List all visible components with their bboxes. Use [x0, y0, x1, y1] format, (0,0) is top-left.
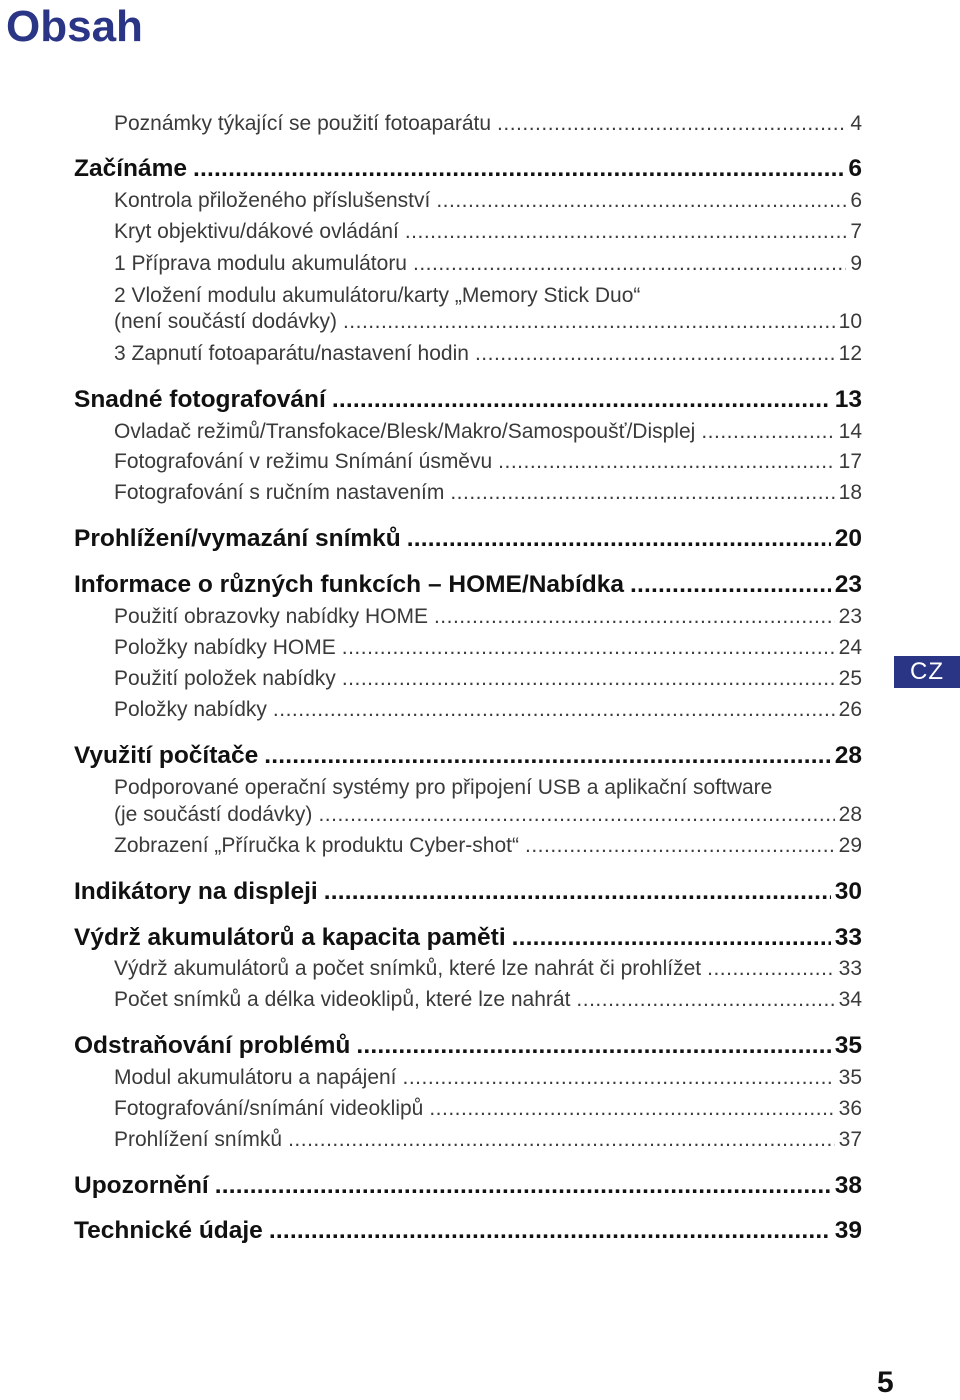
toc-entry[interactable] — [114, 420, 862, 444]
toc-page-number: 6 — [850, 189, 862, 212]
toc-page-number: 33 — [838, 957, 862, 980]
toc-section-entry[interactable] — [74, 386, 862, 414]
toc-page-number: 18 — [838, 481, 862, 504]
toc-page-number: 35 — [834, 1032, 862, 1059]
toc-entry-label: Výdrž akumulátorů a počet snímků, které lze nahrát či prohlížet — [114, 957, 702, 980]
toc-entry-label: Technické údaje — [74, 1217, 263, 1244]
dot-leader — [318, 803, 834, 827]
toc-section-entry[interactable] — [74, 155, 862, 183]
toc-page-number: 23 — [838, 605, 862, 628]
toc-entry-label: Položky nabídky — [114, 698, 267, 721]
toc-entry-label: Indikátory na displeji — [74, 878, 318, 905]
toc-page-number: 39 — [834, 1217, 862, 1244]
toc-entry-label: Fotografování s ručním nastavením — [114, 481, 445, 504]
toc-section-entry[interactable] — [74, 1172, 862, 1200]
dot-leader — [576, 988, 834, 1012]
dot-leader — [288, 1128, 835, 1152]
dot-leader — [324, 878, 831, 906]
toc-entry-label: Upozornění — [74, 1172, 209, 1199]
toc-entry[interactable] — [114, 636, 862, 660]
toc-page-number: 20 — [834, 525, 862, 552]
toc-entry[interactable] — [114, 252, 862, 276]
toc-entry-label: Výdrž akumulátorů a kapacita paměti — [74, 924, 506, 951]
toc-entry[interactable] — [114, 1128, 862, 1152]
toc-entry-label: (není součástí dodávky) — [114, 310, 337, 333]
dot-leader — [413, 252, 846, 276]
toc-entry-label: Informace o různých funkcích – HOME/Nabídka — [74, 571, 625, 598]
toc-entry-label: Odstraňování problémů — [74, 1032, 351, 1059]
toc-section-entry[interactable] — [74, 878, 862, 906]
toc-entry-label: 3 Zapnutí fotoaparátu/nastavení hodin — [114, 342, 469, 365]
toc-page-number: 23 — [834, 571, 862, 598]
dot-leader — [450, 481, 834, 505]
toc-entry-label: Fotografování/snímání videoklipů — [114, 1097, 424, 1120]
toc-entry-label: Začínáme — [74, 155, 188, 182]
toc-entry-label: Použití obrazovky nabídky HOME — [114, 605, 428, 628]
toc-page-number: 30 — [834, 878, 862, 905]
toc-entry-label: 1 Příprava modulu akumulátoru — [114, 252, 407, 275]
toc-page-number: 38 — [834, 1172, 862, 1199]
dot-leader — [707, 957, 835, 981]
toc-page-number: 13 — [834, 386, 862, 413]
toc-entry-label: Použití položek nabídky — [114, 667, 336, 690]
dot-leader — [498, 450, 834, 474]
dot-leader — [193, 155, 844, 183]
toc-entry[interactable] — [114, 834, 862, 858]
toc-entry[interactable] — [114, 220, 862, 244]
toc-page-number: 28 — [834, 742, 862, 769]
dot-leader — [701, 420, 834, 444]
toc-page-number: 10 — [838, 310, 862, 333]
toc-entry-label: (je součástí dodávky) — [114, 803, 313, 826]
toc-entry[interactable] — [114, 1066, 862, 1090]
toc-entry-label: Počet snímků a délka videoklipů, které lze nahrát — [114, 988, 571, 1011]
toc-line: 2 Vložení modulu akumulátoru/karty „Memory Stick Duo“ — [114, 284, 641, 307]
toc-entry-label: Položky nabídky HOME — [114, 636, 336, 659]
toc-entry[interactable] — [114, 667, 862, 691]
toc-entry-label: Prohlížení/vymazání snímků — [74, 525, 401, 552]
toc-page-number: 37 — [838, 1128, 862, 1151]
toc-page-number: 24 — [838, 636, 862, 659]
toc-entry-label: Využití počítače — [74, 742, 259, 769]
toc-entry-label: Zobrazení „Příručka k produktu Cyber-shot“ — [114, 834, 519, 857]
dot-leader — [342, 667, 835, 691]
toc-page-number: 14 — [838, 420, 862, 443]
toc-entry[interactable] — [114, 698, 862, 722]
toc-page-number: 29 — [838, 834, 862, 857]
dot-leader — [342, 636, 835, 660]
language-tab: CZ — [894, 656, 960, 688]
toc-entry-label: Fotografování v režimu Snímání úsměvu — [114, 450, 493, 473]
toc-section-entry[interactable] — [74, 1032, 862, 1060]
toc-entry[interactable] — [114, 481, 862, 505]
toc-page-number: 17 — [838, 450, 862, 473]
toc-page-number: 33 — [834, 924, 862, 951]
dot-leader — [356, 1032, 830, 1060]
toc-page-number: 12 — [838, 342, 862, 365]
dot-leader — [403, 1066, 835, 1090]
toc-section-entry[interactable] — [74, 1217, 862, 1245]
toc-page-number: 9 — [850, 252, 862, 275]
dot-leader — [475, 342, 835, 366]
toc-section-entry[interactable] — [74, 924, 862, 952]
toc-entry[interactable] — [114, 605, 862, 629]
toc-page-number: 34 — [838, 988, 862, 1011]
toc-entry[interactable] — [114, 988, 862, 1012]
dot-leader — [630, 571, 831, 599]
dot-leader — [269, 1217, 831, 1245]
toc-section-entry[interactable] — [74, 571, 862, 599]
dot-leader — [407, 525, 831, 553]
dot-leader — [525, 834, 835, 858]
toc-page-number: 6 — [848, 155, 862, 182]
toc-line: Podporované operační systémy pro připojení USB a aplikační software — [114, 776, 773, 799]
page-title: Obsah — [6, 2, 143, 51]
toc-entry-label: Kontrola přiloženého příslušenství — [114, 189, 431, 212]
toc-page-number: 28 — [838, 803, 862, 826]
toc-entry[interactable] — [114, 342, 862, 366]
toc-entry[interactable] — [114, 803, 862, 827]
toc-page-number: 4 — [850, 112, 862, 135]
dot-leader — [434, 605, 835, 629]
dot-leader — [264, 742, 830, 770]
toc-page-number: 26 — [838, 698, 862, 721]
toc-page-number: 36 — [838, 1097, 862, 1120]
dot-leader — [512, 924, 831, 952]
dot-leader — [332, 386, 831, 414]
toc-entry[interactable] — [114, 310, 862, 334]
dot-leader — [215, 1172, 831, 1200]
toc-page-number: 7 — [850, 220, 862, 243]
dot-leader — [429, 1097, 834, 1121]
page-number: 5 — [877, 1366, 894, 1399]
toc-entry[interactable] — [114, 1097, 862, 1121]
toc-entry-label: Ovladač režimů/Transfokace/Blesk/Makro/Samospoušť/Displej — [114, 420, 696, 443]
toc-page-number: 35 — [838, 1066, 862, 1089]
toc-entry-label: Modul akumulátoru a napájení — [114, 1066, 397, 1089]
dot-leader — [405, 220, 846, 244]
toc-section-entry[interactable] — [74, 742, 862, 770]
dot-leader — [436, 189, 846, 213]
toc-entry[interactable] — [114, 957, 862, 981]
toc-entry[interactable] — [114, 189, 862, 213]
toc-entry-label: Kryt objektivu/dákové ovládání — [114, 220, 399, 243]
toc-entry[interactable] — [114, 450, 862, 474]
toc-entry[interactable] — [114, 112, 862, 136]
toc-page-number: 25 — [838, 667, 862, 690]
toc-section-entry[interactable] — [74, 525, 862, 553]
dot-leader — [273, 698, 835, 722]
toc-entry-label: Poznámky týkající se použití fotoaparátu — [114, 112, 492, 135]
dot-leader — [343, 310, 835, 334]
toc-entry-label: Prohlížení snímků — [114, 1128, 283, 1151]
toc-entry-label: Snadné fotografování — [74, 386, 326, 413]
dot-leader — [497, 112, 846, 136]
